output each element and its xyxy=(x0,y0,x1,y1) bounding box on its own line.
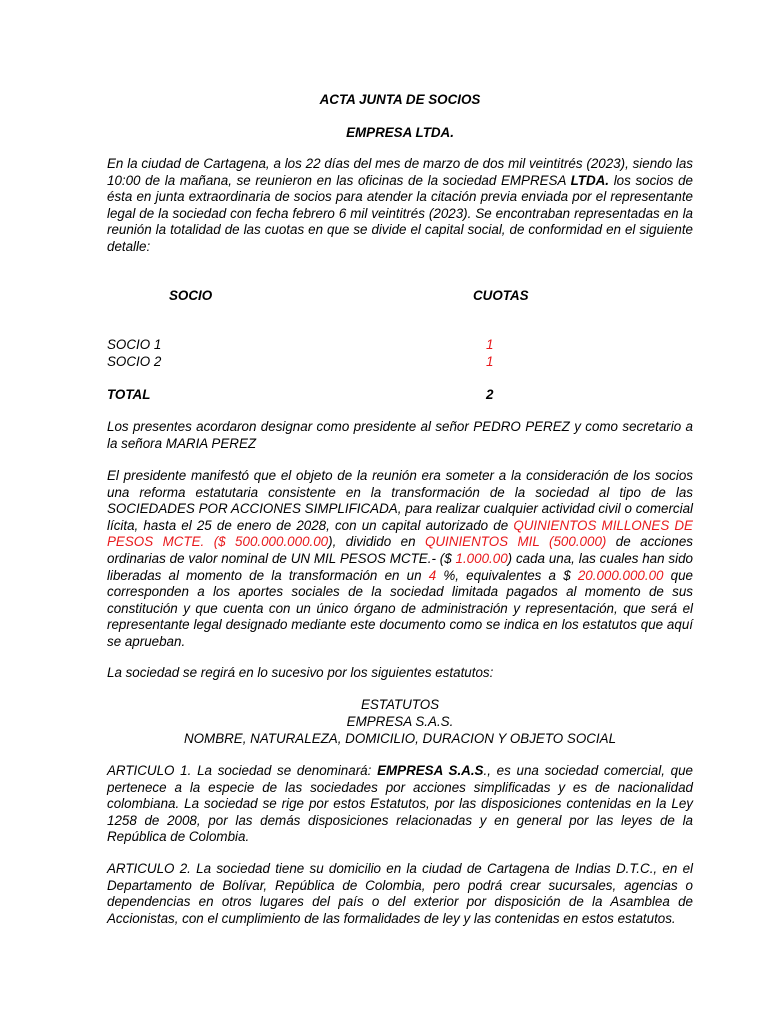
reform-text-3: de acciones ordinarias de valor nominal de UN MIL PESOS MCTE.- ($ xyxy=(107,534,693,566)
row-socio: SOCIO 1 xyxy=(107,337,162,352)
intro-text-1: En la ciudad de Cartagena, a los 22 días del mes de marzo de dos mil veintitrés (2023), siendo las 10:00 de la mañana, se reunieron en las oficinas de la sociedad EMPRESA xyxy=(107,156,693,188)
article-1-paragraph xyxy=(107,763,693,846)
document-subtitle: EMPRESA LTDA. xyxy=(346,125,454,140)
table-total-row xyxy=(107,387,693,404)
intro-bold-ltda: LTDA. xyxy=(570,172,610,188)
row-cuotas: 1 xyxy=(486,354,494,369)
reform-percentage: 4 xyxy=(428,567,437,583)
article-1-text-1: ARTICULO 1. La sociedad se denominará: xyxy=(107,763,378,778)
total-label: TOTAL xyxy=(107,387,151,402)
reform-text-5: %, equivalentes a $ xyxy=(436,567,578,583)
header-socio: SOCIO xyxy=(169,288,213,303)
intro-text-2: los socios de ésta en junta extraordinaria de socios para atender la citación previa enviada por el representante legal de la sociedad con fecha febrero 6 mil veintitrés (2023). Se encontraban representadas en la reunión la totalidad de las cuotas en que se divide el capital social, de conformidad en el siguiente detalle: xyxy=(107,172,693,254)
total-value: 2 xyxy=(486,387,494,402)
table-row xyxy=(107,354,693,371)
reform-text-4: ) cada una, las cuales han sido liberadas al momento de la transformación en un xyxy=(107,550,693,583)
reform-capital-amount: QUINIENTOS MILLONES DE PESOS MCTE. ($ 500.000.000.00 xyxy=(107,517,693,550)
table-header xyxy=(107,288,693,305)
document-title: ACTA JUNTA DE SOCIOS xyxy=(319,92,481,107)
intro-paragraph xyxy=(107,156,693,256)
reform-nominal-value: 1.000.00 xyxy=(455,550,508,566)
reform-text-1: El presidente manifestó que el objeto de la reunión era someter a la consideración de los socios una reforma estatutaria consistente en la transformación de la sociedad al tipo de las SOCIEDADES POR ACCIONES SIMPLIFICADA, para realizar cualquier actividad civil o comercial lícita, hasta el 25 de enero de 2028, con un capital autorizado de xyxy=(107,468,693,533)
statutes-heading: ESTATUTOS xyxy=(360,697,440,712)
row-socio: SOCIO 2 xyxy=(107,354,162,369)
reform-paid-amount: 20.000.000.00 xyxy=(577,567,664,583)
table-row xyxy=(107,337,693,354)
statutes-company: EMPRESA S.A.S. xyxy=(346,714,454,729)
designation-paragraph: Los presentes acordaron designar como presidente al señor PEDRO PEREZ y como secretario a la señora MARIA PEREZ xyxy=(107,419,693,451)
reform-share-count: QUINIENTOS MIL (500.000) xyxy=(424,534,607,550)
reform-text-2: ), dividido en xyxy=(328,534,425,550)
article-1-text-2: ., es una sociedad comercial, que pertenece a la especie de las sociedades por acciones simplificadas y es de nacionalidad colombiana. La sociedad se rige por estos Estatutos, por las disposiciones contenidas en la Ley 1258 de 2008, por las demás disposiciones relacionadas y en general por las leyes de la República de Colombia. xyxy=(107,763,693,845)
article-1-company-name: EMPRESA S.A.S xyxy=(377,763,484,778)
reform-text-6: que corresponden a los aportes sociales de la sociedad limitada pagados al momento de sus constitución y que cuenta con un único órgano de administración y representación, que será el representante legal designado mediante este documento como se indica en los estatutos que aquí se aprueban. xyxy=(107,567,693,649)
row-cuotas: 1 xyxy=(486,337,494,352)
governance-line: La sociedad se regirá en lo sucesivo por los siguientes estatutos: xyxy=(107,665,494,680)
header-cuotas: CUOTAS xyxy=(473,288,529,303)
reform-paragraph xyxy=(107,468,693,651)
statutes-section-title: NOMBRE, NATURALEZA, DOMICILIO, DURACION Y OBJETO SOCIAL xyxy=(183,731,617,746)
article-2-paragraph: ARTICULO 2. La sociedad tiene su domicilio en la ciudad de Cartagena de Indias D.T.C., en el Departamento de Bolívar, República de Colombia, pero podrá crear sucursales, agencias o dependencias en otros lugares del país o del exterior por disposición de la Asamblea de Accionistas, con el cumplimiento de las formalidades de ley y las contenidas en estos estatutos. xyxy=(107,861,693,926)
